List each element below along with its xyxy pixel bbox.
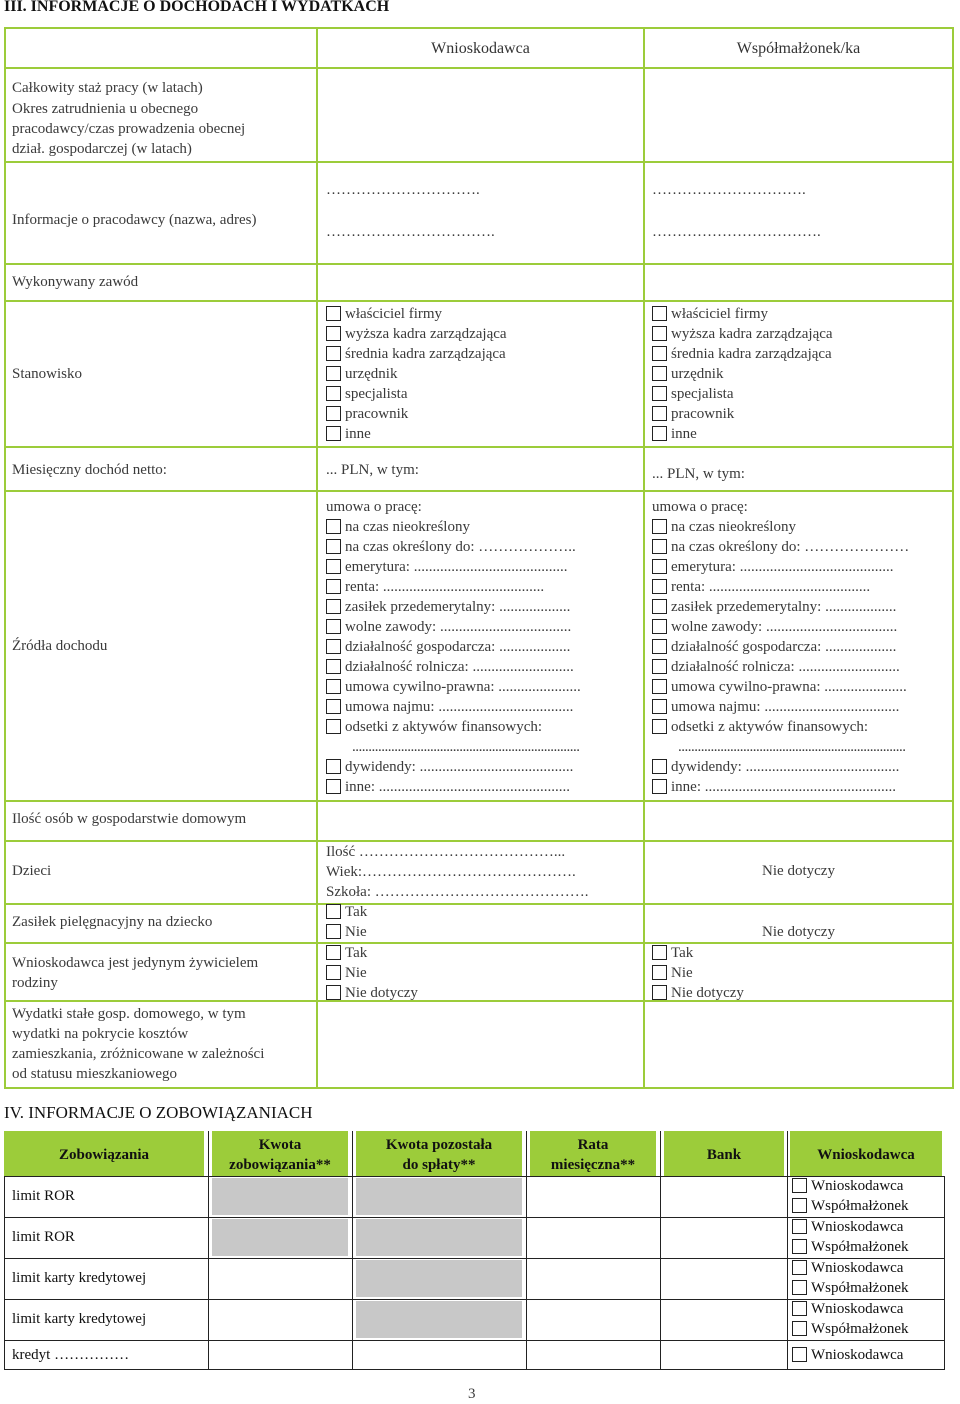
label-wydatki-l4: od statusu mieszkaniowego (12, 1066, 177, 1082)
zasilek-nie-checkbox[interactable] (326, 924, 341, 939)
income-spouse-option-0-label: na czas nieokreślony (671, 519, 796, 535)
income-applicant-option-8[interactable] (326, 677, 581, 697)
jedyny-spouse-tak-label: Tak (671, 945, 694, 961)
stanowisko-applicant-option-4-checkbox[interactable] (326, 386, 341, 401)
employer-spouse-line2[interactable]: ……………………………. (652, 224, 821, 240)
income-spouse-option-4[interactable] (652, 597, 896, 617)
row-sep-9 (4, 903, 954, 905)
income-spouse-option-8[interactable] (652, 677, 907, 697)
income-applicant-option-1-label: na czas określony do: ……………….. (345, 539, 576, 555)
odsetki-dots-applicant[interactable]: ...................................................................... (352, 739, 580, 755)
umowa-header-spouse: umowa o pracę: (652, 499, 748, 515)
row-sep-4 (4, 300, 954, 302)
jedyny-spouse-nie-dotyczy[interactable] (652, 983, 744, 1003)
row-sep-5 (4, 446, 954, 448)
liab-row-2-wnioskodawca-label: Wnioskodawca (811, 1260, 904, 1276)
stanowisko-applicant-option-6-label: inne (345, 426, 371, 442)
liab-row-label-3: limit karty kredytowej (12, 1311, 147, 1327)
jedyny-spouse-nie-checkbox[interactable] (652, 965, 667, 980)
income-spouse-option-4-checkbox[interactable] (652, 599, 667, 614)
stanowisko-applicant-option-4[interactable] (326, 384, 407, 404)
stanowisko-spouse-option-6-label: inne (671, 426, 697, 442)
income-applicant-option-1[interactable] (326, 537, 576, 557)
employer-applicant-line1[interactable]: …………………………. (326, 182, 480, 198)
income-applicant-option-8-label: umowa cywilno-prawna: ...................... (345, 679, 581, 695)
col-header-applicant: Wnioskodawca (431, 40, 530, 57)
inne-income-spouse-label: inne: ................................................... (671, 779, 896, 795)
row-sep-2 (4, 161, 954, 163)
jedyny-applicant-nie-label: Nie (345, 965, 367, 981)
stanowisko-spouse-option-3-checkbox[interactable] (652, 366, 667, 381)
income-spouse-option-3-checkbox[interactable] (652, 579, 667, 594)
liab-vline-rata (526, 1131, 527, 1370)
label-wydatki-l1: Wydatki stałe gosp. domowego, w tym (12, 1006, 246, 1022)
dywidendy-spouse-label: dywidendy: ......................................... (671, 759, 900, 775)
income-applicant-option-6-label: działalność gospodarcza: ................... (345, 639, 571, 655)
income-spouse-option-6[interactable] (652, 637, 896, 657)
label-okres-l3: dział. gospodarczej (w latach) (12, 141, 192, 157)
liab-row-3-wspolmalzonek-label: Współmałżonek (811, 1321, 909, 1337)
section-3-title: III. INFORMACJE O DOCHODACH I WYDATKACH (4, 0, 390, 15)
stanowisko-spouse-option-4[interactable] (652, 384, 733, 404)
umowa-header-applicant: umowa o pracę: (326, 499, 422, 515)
income-spouse-option-5-label: wolne zawody: ................................... (671, 619, 898, 635)
dywidendy-spouse[interactable] (652, 757, 899, 777)
jedyny-applicant-nie-dotyczy-checkbox[interactable] (326, 985, 341, 1000)
income-applicant-option-8-checkbox[interactable] (326, 679, 341, 694)
zasilek-nie[interactable] (326, 922, 367, 942)
jedyny-applicant-tak-checkbox[interactable] (326, 945, 341, 960)
table-left-border (4, 27, 6, 1089)
income-spouse-option-0-checkbox[interactable] (652, 519, 667, 534)
inne-income-spouse[interactable] (652, 777, 896, 797)
dzieci-szkola[interactable]: Szkoła: ……………………………………. (326, 884, 589, 900)
income-applicant-option-0-label: na czas nieokreślony (345, 519, 470, 535)
gray-cell-r1-pozostala (356, 1178, 522, 1215)
income-applicant-option-10-checkbox[interactable] (326, 719, 341, 734)
income-applicant-option-2-label: emerytura: ......................................... (345, 559, 568, 575)
stanowisko-applicant-option-1[interactable] (326, 324, 507, 344)
income-spouse-option-6-checkbox[interactable] (652, 639, 667, 654)
jedyny-applicant-nie[interactable] (326, 963, 367, 983)
stanowisko-applicant-option-1-label: wyższa kadra zarządzająca (345, 326, 507, 342)
stanowisko-applicant-option-5-label: pracownik (345, 406, 409, 422)
income-applicant-option-10[interactable] (326, 717, 542, 737)
income-spouse-option-2-checkbox[interactable] (652, 559, 667, 574)
stanowisko-applicant-option-5-checkbox[interactable] (326, 406, 341, 421)
row-sep-10 (4, 942, 954, 944)
liab-header-wnioskodawca: Wnioskodawca (817, 1147, 915, 1163)
stanowisko-spouse-option-2-label: średnia kadra zarządzająca (671, 346, 832, 362)
income-applicant-option-7-label: działalność rolnicza: ........................... (345, 659, 574, 675)
stanowisko-spouse-option-0[interactable] (652, 304, 768, 324)
income-applicant-option-10-label: odsetki z aktywów finansowych: (345, 719, 543, 735)
stanowisko-spouse-option-5-checkbox[interactable] (652, 406, 667, 421)
zasilek-spouse-nie-dotyczy: Nie dotyczy (762, 924, 835, 940)
row-sep-11 (4, 1000, 954, 1002)
income-applicant-option-1-checkbox[interactable] (326, 539, 341, 554)
stanowisko-applicant-option-2-checkbox[interactable] (326, 346, 341, 361)
income-spouse-option-1[interactable] (652, 537, 909, 557)
liab-header-rata-l1: Rata (577, 1137, 609, 1153)
label-zasilek: Zasiłek pielęgnacyjny na dziecko (12, 914, 213, 930)
jedyny-spouse-tak-checkbox[interactable] (652, 945, 667, 960)
liab-row-4-wnioskodawca-label: Wnioskodawca (811, 1347, 904, 1363)
jedyny-spouse-tak[interactable] (652, 943, 693, 963)
income-applicant-option-6[interactable] (326, 637, 570, 657)
stanowisko-applicant-option-2-label: średnia kadra zarządzająca (345, 346, 506, 362)
table-top-border (4, 27, 954, 29)
table-right-border (952, 27, 954, 1089)
income-spouse-option-7-checkbox[interactable] (652, 659, 667, 674)
liab-header-zobowiazania: Zobowiązania (58, 1147, 149, 1163)
liab-row-2-wspolmalzonek[interactable] (792, 1278, 908, 1298)
jedyny-applicant-nie-dotyczy-label: Nie dotyczy (345, 985, 418, 1001)
income-applicant-option-5-checkbox[interactable] (326, 619, 341, 634)
liab-header-rata-l2: miesięczna** (550, 1157, 636, 1173)
liab-row-0-wspolmalzonek-checkbox[interactable] (792, 1198, 807, 1213)
label-zrodla: Źródła dochodu (12, 638, 108, 654)
inne-income-applicant[interactable] (326, 777, 570, 797)
liab-row-2-wnioskodawca[interactable] (792, 1258, 903, 1278)
gray-cell-r3-pozostala (356, 1260, 522, 1297)
liab-vline-pozostala (352, 1131, 353, 1370)
income-applicant-option-0[interactable] (326, 517, 470, 537)
income-applicant-option-3-label: renta: ........................................... (345, 579, 545, 595)
liab-row-1-wnioskodawca-label: Wnioskodawca (811, 1219, 904, 1235)
liab-row-0-wnioskodawca-label: Wnioskodawca (811, 1178, 904, 1194)
zasilek-tak-label: Tak (345, 904, 368, 920)
row-sep-1 (4, 67, 954, 69)
label-okres-l1: Okres zatrudnienia u obecnego (12, 101, 199, 117)
income-applicant-option-4-label: zasiłek przedemerytalny: ................... (345, 599, 571, 615)
odsetki-dots-spouse[interactable]: ...................................................................... (678, 739, 906, 755)
label-staz: Całkowity staż pracy (w latach) (12, 80, 203, 96)
income-applicant-option-5-label: wolne zawody: ................................... (345, 619, 572, 635)
jedyny-applicant-nie-dotyczy[interactable] (326, 983, 418, 1003)
employer-spouse-line1[interactable]: …………………………. (652, 182, 806, 198)
income-applicant-option-9[interactable] (326, 697, 573, 717)
liab-row-0-wnioskodawca-checkbox[interactable] (792, 1178, 807, 1193)
stanowisko-applicant-option-4-label: specjalista (345, 386, 408, 402)
liab-row-3-wnioskodawca-checkbox[interactable] (792, 1301, 807, 1316)
income-applicant-option-2-checkbox[interactable] (326, 559, 341, 574)
stanowisko-applicant-option-0-label: właściciel firmy (345, 306, 443, 322)
label-jedyny-l1: Wnioskodawca jest jedynym żywicielem (12, 955, 259, 971)
stanowisko-spouse-option-1-checkbox[interactable] (652, 326, 667, 341)
liab-row-2-wnioskodawca-checkbox[interactable] (792, 1260, 807, 1275)
liab-row-2-wspolmalzonek-checkbox[interactable] (792, 1280, 807, 1295)
gray-cell-r2-kwota (212, 1219, 348, 1256)
liab-row-1-wnioskodawca-checkbox[interactable] (792, 1219, 807, 1234)
stanowisko-applicant-option-3-checkbox[interactable] (326, 366, 341, 381)
row-sep-7 (4, 800, 954, 802)
liab-row-0-wspolmalzonek-label: Współmałżonek (811, 1198, 909, 1214)
income-spouse-option-1-checkbox[interactable] (652, 539, 667, 554)
stanowisko-spouse-option-0-checkbox[interactable] (652, 306, 667, 321)
liab-row-label-4: kredyt …………… (12, 1347, 130, 1363)
income-spouse-option-6-label: działalność gospodarcza: ................... (671, 639, 897, 655)
stanowisko-spouse-option-2[interactable] (652, 344, 832, 364)
liab-header-pozostala-l2: do spłaty** (402, 1157, 476, 1173)
stanowisko-spouse-option-3[interactable] (652, 364, 723, 384)
liab-row-3-wnioskodawca-label: Wnioskodawca (811, 1301, 904, 1317)
label-zawod: Wykonywany zawód (12, 274, 139, 290)
income-spouse-option-4-label: zasiłek przedemerytalny: ................... (671, 599, 897, 615)
income-spouse-option-9[interactable] (652, 697, 899, 717)
liab-row-3-wnioskodawca[interactable] (792, 1299, 903, 1319)
label-dzieci: Dzieci (12, 863, 52, 879)
income-applicant-option-2[interactable] (326, 557, 567, 577)
income-applicant-option-6-checkbox[interactable] (326, 639, 341, 654)
income-applicant-option-3[interactable] (326, 577, 544, 597)
income-spouse-option-7-label: działalność rolnicza: ........................... (671, 659, 900, 675)
table-divider-1 (316, 27, 318, 1089)
stanowisko-spouse-option-4-label: specjalista (671, 386, 734, 402)
liab-row-label-1: limit ROR (12, 1229, 75, 1245)
liab-row-1-wspolmalzonek-label: Współmałżonek (811, 1239, 909, 1255)
liab-row-0-wspolmalzonek[interactable] (792, 1196, 908, 1216)
jedyny-spouse-nie-dotyczy-checkbox[interactable] (652, 985, 667, 1000)
dywidendy-applicant-checkbox[interactable] (326, 759, 341, 774)
income-spouse-option-10-label: odsetki z aktywów finansowych: (671, 719, 869, 735)
income-spouse-option-3-label: renta: ........................................... (671, 579, 871, 595)
inne-income-applicant-checkbox[interactable] (326, 779, 341, 794)
label-pracodawca: Informacje o pracodawcy (nazwa, adres) (12, 212, 257, 228)
zasilek-tak-checkbox[interactable] (326, 904, 341, 919)
income-spouse-option-9-checkbox[interactable] (652, 699, 667, 714)
stanowisko-applicant-option-0[interactable] (326, 304, 442, 324)
page-number: 3 (468, 1386, 476, 1402)
income-applicant-option-3-checkbox[interactable] (326, 579, 341, 594)
liab-row-label-2: limit karty kredytowej (12, 1270, 147, 1286)
income-spouse-option-3[interactable] (652, 577, 870, 597)
income-spouse-option-10[interactable] (652, 717, 868, 737)
income-applicant-option-4-checkbox[interactable] (326, 599, 341, 614)
dochod-spouse[interactable]: ... PLN, w tym: (652, 466, 745, 482)
income-applicant-option-9-label: umowa najmu: .................................... (345, 699, 574, 715)
label-ilosc-osob: Ilość osób w gospodarstwie domowym (12, 811, 247, 827)
gray-cell-r1-kwota (212, 1178, 348, 1215)
zasilek-nie-label: Nie (345, 924, 367, 940)
liab-vline-bank (660, 1131, 661, 1370)
liab-row-3-wspolmalzonek-checkbox[interactable] (792, 1321, 807, 1336)
liab-row-label-0: limit ROR (12, 1188, 75, 1204)
dywidendy-applicant[interactable] (326, 757, 573, 777)
stanowisko-applicant-option-0-checkbox[interactable] (326, 306, 341, 321)
stanowisko-spouse-option-6[interactable] (652, 424, 697, 444)
label-wydatki-l3: zamieszkania, zróżnicowane w zależności (12, 1046, 265, 1062)
liab-row-2-wspolmalzonek-label: Współmałżonek (811, 1280, 909, 1296)
jedyny-applicant-tak-label: Tak (345, 945, 368, 961)
liab-header-kwota-l1: Kwota (258, 1137, 302, 1153)
table-bottom-border (4, 1087, 954, 1089)
liab-row-4-wnioskodawca-checkbox[interactable] (792, 1347, 807, 1362)
label-jedyny-l2: rodziny (12, 975, 58, 991)
label-wydatki-l2: wydatki na pokrycie kosztów (12, 1026, 189, 1042)
stanowisko-applicant-option-2[interactable] (326, 344, 506, 364)
income-applicant-option-7[interactable] (326, 657, 574, 677)
row-sep-3 (4, 263, 954, 265)
liab-row-1-wnioskodawca[interactable] (792, 1217, 903, 1237)
stanowisko-applicant-option-3[interactable] (326, 364, 397, 384)
stanowisko-spouse-option-6-checkbox[interactable] (652, 426, 667, 441)
stanowisko-applicant-option-1-checkbox[interactable] (326, 326, 341, 341)
label-stanowisko: Stanowisko (12, 366, 83, 382)
stanowisko-spouse-option-5[interactable] (652, 404, 734, 424)
stanowisko-applicant-option-5[interactable] (326, 404, 408, 424)
liab-header-pozostala-l1: Kwota pozostała (385, 1137, 493, 1153)
stanowisko-spouse-option-3-label: urzędnik (671, 366, 724, 382)
liab-hline-6 (4, 1369, 945, 1370)
jedyny-spouse-nie-dotyczy-label: Nie dotyczy (671, 985, 744, 1001)
stanowisko-spouse-option-5-label: pracownik (671, 406, 735, 422)
gray-cell-r2-pozostala (356, 1219, 522, 1256)
income-spouse-option-1-label: na czas określony do: ………………… (671, 539, 910, 555)
stanowisko-spouse-option-4-checkbox[interactable] (652, 386, 667, 401)
row-sep-6 (4, 490, 954, 492)
stanowisko-spouse-option-1[interactable] (652, 324, 833, 344)
stanowisko-spouse-option-1-label: wyższa kadra zarządzająca (671, 326, 833, 342)
liab-row-1-wspolmalzonek[interactable] (792, 1237, 908, 1257)
income-spouse-option-8-label: umowa cywilno-prawna: ...................... (671, 679, 907, 695)
label-dochod: Miesięczny dochód netto: (12, 462, 167, 478)
liab-header-bank: Bank (706, 1147, 742, 1163)
dywidendy-applicant-label: dywidendy: ......................................... (345, 759, 574, 775)
liab-row-3-wspolmalzonek[interactable] (792, 1319, 908, 1339)
income-applicant-option-9-checkbox[interactable] (326, 699, 341, 714)
dochod-applicant[interactable]: ... PLN, w tym: (326, 462, 419, 478)
income-applicant-option-0-checkbox[interactable] (326, 519, 341, 534)
income-spouse-option-2[interactable] (652, 557, 893, 577)
dzieci-ilosc[interactable]: Ilość …………………………………... (326, 844, 566, 860)
stanowisko-spouse-option-2-checkbox[interactable] (652, 346, 667, 361)
income-spouse-option-5-checkbox[interactable] (652, 619, 667, 634)
liab-vline-kwota (208, 1131, 209, 1370)
liab-header-kwota-l2: zobowiązania** (229, 1157, 331, 1173)
inne-income-applicant-label: inne: ................................................... (345, 779, 570, 795)
col-header-spouse: Współmałżonek/ka (736, 40, 861, 57)
stanowisko-applicant-option-3-label: urzędnik (345, 366, 398, 382)
jedyny-applicant-nie-checkbox[interactable] (326, 965, 341, 980)
stanowisko-applicant-option-6[interactable] (326, 424, 371, 444)
inne-income-spouse-checkbox[interactable] (652, 779, 667, 794)
income-spouse-option-8-checkbox[interactable] (652, 679, 667, 694)
jedyny-applicant-tak[interactable] (326, 943, 367, 963)
income-spouse-option-2-label: emerytura: ......................................... (671, 559, 894, 575)
income-applicant-option-4[interactable] (326, 597, 570, 617)
jedyny-spouse-nie-label: Nie (671, 965, 693, 981)
stanowisko-spouse-option-0-label: właściciel firmy (671, 306, 769, 322)
stanowisko-applicant-option-6-checkbox[interactable] (326, 426, 341, 441)
jedyny-spouse-nie[interactable] (652, 963, 693, 983)
zasilek-tak[interactable] (326, 902, 367, 922)
income-spouse-option-5[interactable] (652, 617, 897, 637)
income-spouse-option-10-checkbox[interactable] (652, 719, 667, 734)
dzieci-spouse-nie-dotyczy: Nie dotyczy (762, 863, 835, 879)
income-spouse-option-7[interactable] (652, 657, 900, 677)
dzieci-wiek[interactable]: Wiek:……………………………………. (326, 864, 576, 880)
label-okres-l2: pracodawcy/czas prowadzenia obecnej (12, 121, 246, 137)
liab-vline-wniosk (787, 1131, 788, 1370)
liab-row-4-wnioskodawca[interactable] (792, 1345, 903, 1365)
employer-applicant-line2[interactable]: ……………………………. (326, 224, 495, 240)
income-spouse-option-9-label: umowa najmu: .................................... (671, 699, 900, 715)
section-4-title: IV. INFORMACJE O ZOBOWIĄZANIACH (4, 1103, 313, 1122)
income-spouse-option-0[interactable] (652, 517, 796, 537)
liab-row-0-wnioskodawca[interactable] (792, 1176, 903, 1196)
liab-row-1-wspolmalzonek-checkbox[interactable] (792, 1239, 807, 1254)
income-applicant-option-7-checkbox[interactable] (326, 659, 341, 674)
dywidendy-spouse-checkbox[interactable] (652, 759, 667, 774)
liab-hline-5 (4, 1340, 945, 1341)
income-applicant-option-5[interactable] (326, 617, 571, 637)
gray-cell-r4-pozostala (356, 1301, 522, 1338)
